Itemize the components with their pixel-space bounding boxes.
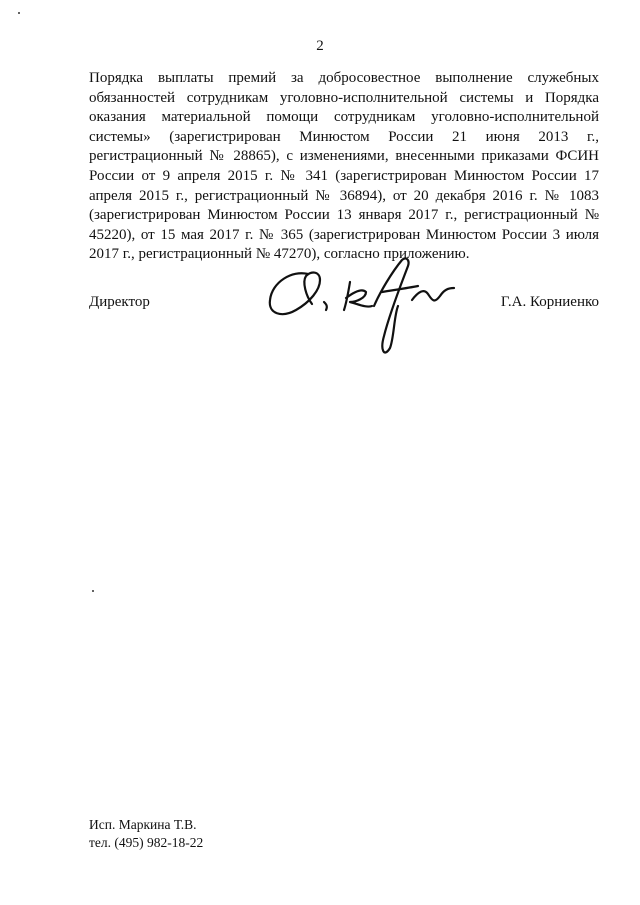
- page-number: 2: [316, 38, 324, 54]
- executor-line: Исп. Маркина Т.В.: [89, 817, 197, 832]
- scan-speck: [92, 590, 94, 592]
- signatory-title: Директор: [89, 294, 150, 310]
- signatory-name: Г.А. Корниенко: [500, 294, 599, 310]
- body-paragraph: Порядка выплаты премий за добросовестное выполнение служебных обязанностей сотрудникам уголовно-исполнительной системы и Порядка оказания материальной помощи сотрудникам уголовно-исполнительной системы» (зарегистрирован Минюстом России 21 июня 2013 г., регистрационный № 28865), с изменениями, внесенными приказами ФСИН России от 9 апреля 2015 г. № 341 (зарегистрирован Минюстом России 17 апреля 2015 г., регистрационный № 36894), от 20 декабря 2016 г. № 1083 (зарегистрирован Минюстом России 13 января 2017 г., регистрационный № 45220), от 15 мая 2017 г. № 365 (зарегистрирован Минюстом России 3 июля 2017 г., регистрационный № 47270), согласно приложению.: [89, 70, 599, 263]
- scan-speck: [18, 12, 20, 14]
- handwritten-signature: [262, 252, 467, 362]
- phone-line: тел. (495) 982-18-22: [89, 835, 204, 850]
- footer: [89, 816, 203, 852]
